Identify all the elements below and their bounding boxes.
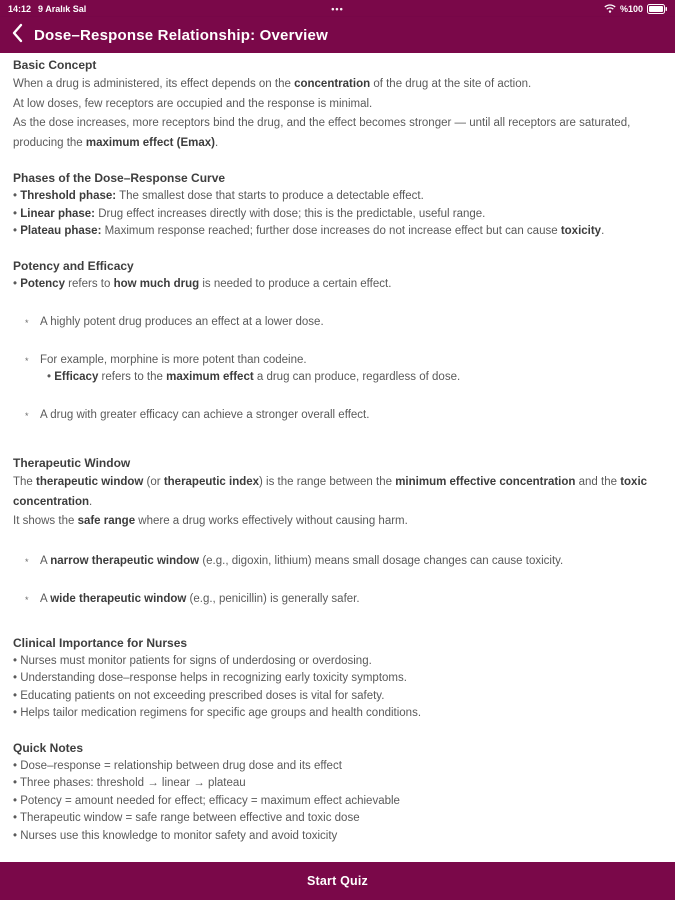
text-line [13, 688, 662, 706]
battery-icon [647, 4, 667, 14]
text: • Three phases: threshold → linear → plateau [13, 777, 246, 789]
text: When a drug is administered, its effect depends on the [13, 78, 295, 90]
bold-text: concentration [13, 495, 90, 508]
text: • [13, 190, 21, 202]
text: ) is the range between the [259, 476, 396, 488]
sub-bullet-marker: * [25, 318, 29, 328]
text-line [13, 114, 662, 134]
section-heading: Quick Notes [13, 740, 84, 755]
text-line [13, 223, 662, 241]
bold-text: Potency [20, 277, 65, 290]
bold-text: toxicity [560, 225, 602, 237]
text: a drug can produce, regardless of dose. [253, 371, 461, 383]
sub-bullet-item [13, 407, 662, 424]
sub-bullet-marker: * [25, 411, 29, 421]
text-line [13, 775, 662, 793]
document-section [13, 634, 662, 723]
battery-percent-label: %100 [619, 3, 643, 14]
sub-bullet-item [13, 314, 662, 331]
nav-header [0, 17, 675, 53]
document-section [13, 454, 662, 608]
bold-text: therapeutic window [36, 476, 144, 488]
bold-text: Efficacy [54, 371, 99, 383]
text: . [89, 495, 93, 508]
text: A [40, 592, 51, 605]
bold-text: how much drug [113, 277, 200, 290]
document-section [13, 169, 662, 241]
sub-bullet-item [13, 553, 662, 570]
text-line [13, 810, 662, 828]
text: where a drug works effectively without causing harm. [135, 515, 408, 527]
text-line [13, 95, 662, 115]
text: Drug effect increases directly with dose; this is the predictable, useful range. [95, 207, 486, 220]
text-line [13, 493, 662, 513]
text-line [13, 206, 662, 224]
page-title: Dose–Response Relationship: Overview [34, 26, 328, 44]
text: . [215, 136, 219, 149]
text-line [13, 134, 662, 154]
section-heading: Phases of the Dose–Response Curve [13, 171, 226, 185]
text: (e.g., penicillin) is generally safer. [186, 592, 360, 605]
document-section [13, 56, 662, 153]
text-line [13, 188, 662, 206]
text-line [13, 828, 662, 846]
bold-text: Plateau phase: [20, 225, 102, 237]
text: refers to the [98, 371, 167, 383]
section-heading: Potency and Efficacy [13, 258, 134, 273]
multitask-dots-icon: ••• [331, 3, 344, 14]
bold-text: Threshold phase: [20, 190, 117, 202]
text: • Nurses use this knowledge to monitor safety and avoid toxicity [13, 829, 338, 842]
text: A drug with greater efficacy can achieve a stronger overall effect. [40, 409, 370, 421]
bold-text: safe range [77, 515, 136, 527]
section-heading: Clinical Importance for Nurses [13, 635, 188, 650]
section-heading: Basic Concept [13, 58, 97, 72]
text: • Potency = amount needed for effect; efficacy = maximum effect achievable [13, 794, 400, 807]
text-line [13, 705, 662, 723]
sub-bullet-item [13, 591, 662, 608]
text: • Dose–response = relationship between drug dose and its effect [13, 759, 342, 772]
nested-bullet-line [47, 369, 662, 386]
back-button[interactable] [0, 17, 34, 53]
text: • [47, 371, 55, 383]
sub-bullet-marker: * [25, 556, 29, 567]
bold-text: Linear phase: [20, 207, 96, 220]
bold-text: maximum effect (Emax) [85, 136, 215, 149]
text-line [13, 758, 662, 776]
section-heading: Therapeutic Window [13, 456, 131, 470]
text: A [40, 554, 51, 567]
text: • Helps tailor medication regimens for specific age groups and health conditions. [13, 707, 422, 719]
text: • [13, 225, 21, 237]
text: As the dose increases, more receptors bind the drug, and the effect becomes stronger — until all receptors are saturated, [13, 117, 631, 129]
text-line [13, 793, 662, 811]
text: Maximum response reached; further dose increases do not increase effect but can cause [101, 225, 561, 237]
text: refers to [64, 277, 114, 290]
clock-date: 9 Aralık Sal [38, 3, 87, 14]
text-line [13, 473, 662, 493]
bold-text: narrow therapeutic window [50, 554, 200, 567]
document-section [13, 739, 662, 846]
bold-text: minimum effective concentration [395, 476, 576, 488]
sub-bullet-marker: * [25, 594, 29, 605]
text: For example, morphine is more potent than codeine. [40, 354, 307, 366]
document-section [13, 257, 662, 425]
text: (e.g., digoxin, lithium) means small dosage changes can cause toxicity. [199, 554, 564, 567]
text: A highly potent drug produces an effect at a lower dose. [40, 316, 324, 328]
text: of the drug at the site of action. [370, 78, 532, 90]
text: . [601, 225, 605, 237]
text: It shows the [13, 515, 78, 527]
text: • Nurses must monitor patients for signs of underdosing or overdosing. [13, 654, 372, 667]
text-line [13, 670, 662, 688]
sub-bullet-marker: * [25, 356, 29, 366]
sub-bullet-item [13, 352, 662, 386]
text: producing the [13, 136, 86, 149]
status-bar [0, 0, 675, 17]
text: • Understanding dose–response helps in recognizing early toxicity symptoms. [13, 672, 407, 684]
text-line [13, 276, 662, 294]
wifi-icon [604, 4, 616, 13]
text: and the [575, 476, 621, 488]
start-quiz-button[interactable] [0, 862, 675, 900]
clock-time: 14:12 [8, 3, 32, 14]
text: The smallest dose that starts to produce a detectable effect. [116, 190, 424, 202]
bold-text: concentration [294, 78, 371, 90]
text: At low doses, few receptors are occupied and the response is minimal. [13, 97, 373, 110]
start-quiz-label: Start Quiz [306, 874, 369, 888]
text-line [13, 75, 662, 95]
bold-text: wide therapeutic window [50, 592, 187, 605]
bold-text: therapeutic index [163, 476, 260, 488]
text-line [13, 653, 662, 671]
text: • [13, 207, 21, 220]
bold-text: toxic [620, 476, 648, 488]
text: • [13, 277, 21, 290]
bold-text: maximum effect [166, 371, 254, 383]
text: is needed to produce a certain effect. [199, 277, 392, 290]
text: (or [143, 476, 164, 488]
text: • Educating patients on not exceeding prescribed doses is vital for safety. [13, 689, 385, 702]
chevron-left-icon [11, 23, 23, 48]
text: The [13, 476, 37, 488]
text: • Therapeutic window = safe range between effective and toxic dose [13, 812, 360, 824]
document-content[interactable] [0, 53, 675, 862]
text-line [13, 512, 662, 532]
